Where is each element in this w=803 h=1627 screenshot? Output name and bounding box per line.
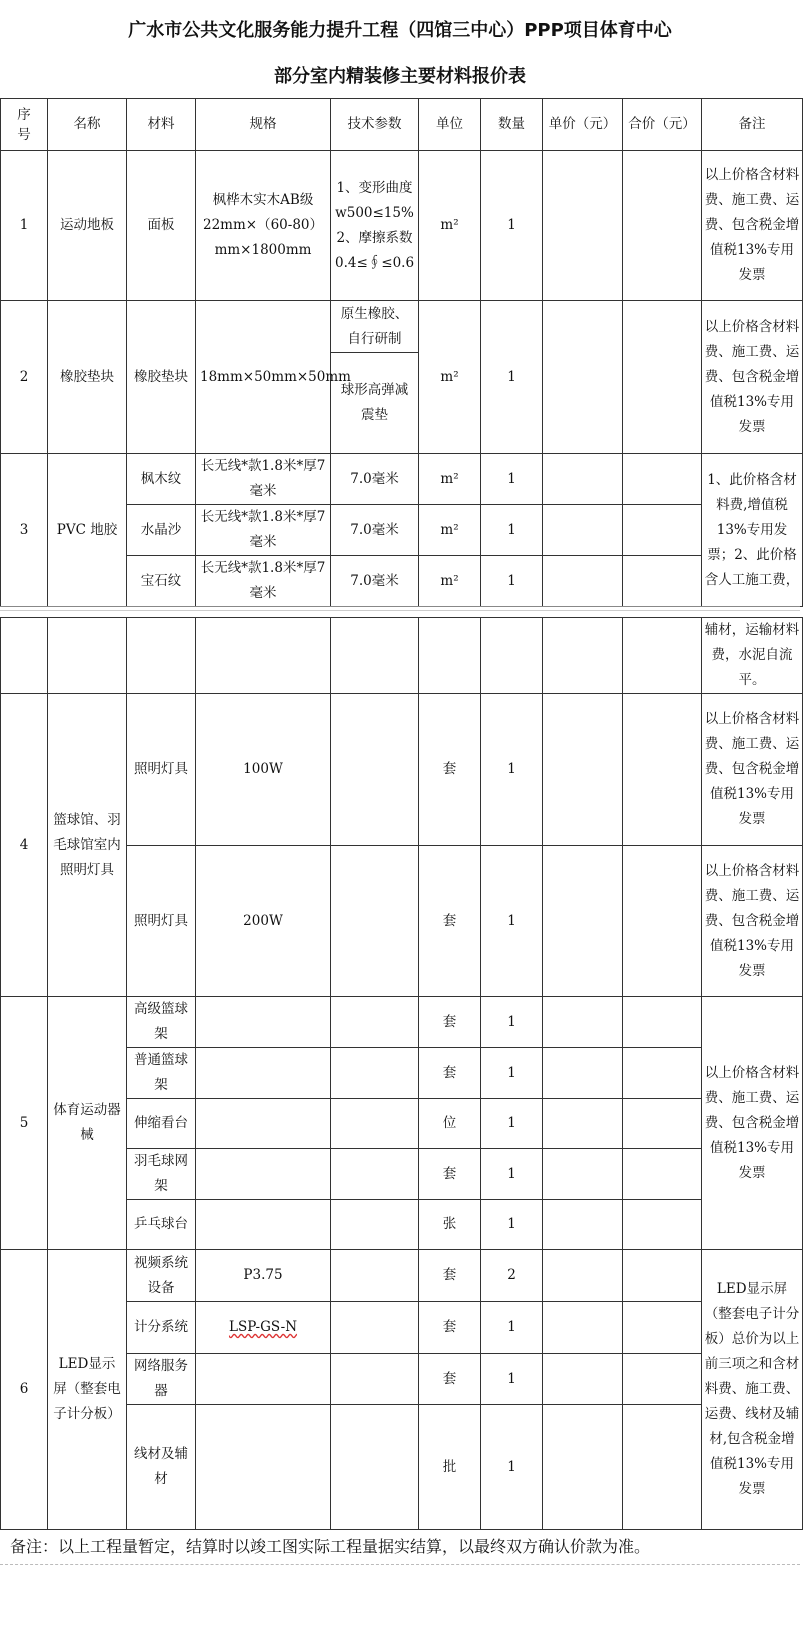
- cell-no: 1: [1, 151, 48, 301]
- cell-tech: [331, 1149, 419, 1200]
- cell-unit-price: [543, 301, 623, 454]
- header-no: 序号: [1, 99, 48, 151]
- cell-tech: 7.0毫米: [331, 454, 419, 505]
- cell-qty: 1: [481, 1149, 543, 1200]
- header-note: 备注: [702, 99, 803, 151]
- cell-qty: 2: [481, 1250, 543, 1302]
- cell-qty: 1: [481, 454, 543, 505]
- cell-tech: [331, 1048, 419, 1099]
- cell-note: 以上价格含材料费、施工费、运费、包含税金增值税13%专用发票: [702, 694, 803, 846]
- cell-unit: 位: [419, 1099, 481, 1149]
- header-material: 材料: [127, 99, 196, 151]
- cell-qty: 1: [481, 505, 543, 556]
- cell-total-price: [623, 1354, 702, 1405]
- table-row-continued: [1, 618, 803, 694]
- cell-tech: 原生橡胶、自行研制: [331, 301, 419, 353]
- cell-unit-price: [543, 151, 623, 301]
- cell-material: 枫木纹: [127, 454, 196, 505]
- header-unit-price: 单价（元）: [543, 99, 623, 151]
- cell-material: 面板: [127, 151, 196, 301]
- table-row: [1, 301, 803, 353]
- cell-name: 体育运动器械: [48, 997, 127, 1250]
- cell-unit-price: [543, 1405, 623, 1530]
- document-title: 广水市公共文化服务能力提升工程（四馆三中心）PPP项目体育中心: [128, 20, 672, 41]
- cell-empty: [543, 618, 623, 694]
- cell-unit: 张: [419, 1200, 481, 1250]
- cell-tech: [331, 1302, 419, 1354]
- cell-total-price: [623, 505, 702, 556]
- quote-table-part2: [0, 617, 803, 1530]
- cell-spec: [196, 997, 331, 1048]
- spec-text-spellcheck: LSP-GS-N: [228, 1319, 298, 1335]
- cell-spec: [196, 1149, 331, 1200]
- cell-total-price: [623, 151, 702, 301]
- cell-note: LED显示屏（整套电子计分板）总价为以上前三项之和含材料费、施工费、运费、线材及辅材,包含税金增值税13%专用发票: [702, 1250, 803, 1530]
- cell-total-price: [623, 1302, 702, 1354]
- cell-qty: 1: [481, 151, 543, 301]
- cell-empty: [1, 618, 48, 694]
- cell-tech: [331, 846, 419, 997]
- cell-spec: [196, 1302, 331, 1354]
- header-tech: 技术参数: [331, 99, 419, 151]
- table-row: [1, 454, 803, 505]
- cell-spec: P3.75: [196, 1250, 331, 1302]
- cell-empty: [127, 618, 196, 694]
- cell-spec: 长无线*款1.8米*厚7毫米: [196, 505, 331, 556]
- cell-spec: [196, 1354, 331, 1405]
- cell-qty: 1: [481, 694, 543, 846]
- cell-total-price: [623, 454, 702, 505]
- cell-material: 乒乓球台: [127, 1200, 196, 1250]
- cell-material: 水晶沙: [127, 505, 196, 556]
- header-total-price: 合价（元）: [623, 99, 702, 151]
- cell-unit-price: [543, 505, 623, 556]
- cell-name: 运动地板: [48, 151, 127, 301]
- cell-material: 橡胶垫块: [127, 301, 196, 454]
- cell-unit: m²: [419, 556, 481, 607]
- cell-tech: [331, 1405, 419, 1530]
- cell-qty: 1: [481, 846, 543, 997]
- cell-spec: [196, 1099, 331, 1149]
- cell-note: 以上价格含材料费、施工费、运费、包含税金增值税13%专用发票: [702, 301, 803, 454]
- cell-unit-price: [543, 846, 623, 997]
- header-unit: 单位: [419, 99, 481, 151]
- cell-spec: 长无线*款1.8米*厚7毫米: [196, 454, 331, 505]
- cell-qty: 1: [481, 997, 543, 1048]
- cell-qty: 1: [481, 1099, 543, 1149]
- cell-empty: [481, 618, 543, 694]
- cell-spec: 枫桦木实木AB级22mm×（60-80）mm×1800mm: [196, 151, 331, 301]
- cell-total-price: [623, 556, 702, 607]
- header-spec: 规格: [196, 99, 331, 151]
- cell-unit-price: [543, 556, 623, 607]
- cell-unit-price: [543, 1149, 623, 1200]
- cell-total-price: [623, 1149, 702, 1200]
- cell-tech: [331, 1354, 419, 1405]
- cell-empty: [331, 618, 419, 694]
- cell-no: 2: [1, 301, 48, 454]
- cell-spec: 长无线*款1.8米*厚7毫米: [196, 556, 331, 607]
- cell-unit-price: [543, 454, 623, 505]
- cell-material: 高级篮球架: [127, 997, 196, 1048]
- cell-spec: [196, 1405, 331, 1530]
- cell-unit-price: [543, 694, 623, 846]
- cell-tech: [331, 1200, 419, 1250]
- cell-tech: 7.0毫米: [331, 556, 419, 607]
- cell-material: 宝石纹: [127, 556, 196, 607]
- cell-material: 计分系统: [127, 1302, 196, 1354]
- cell-unit: 套: [419, 997, 481, 1048]
- cell-note: 以上价格含材料费、施工费、运费、包含税金增值税13%专用发票: [702, 997, 803, 1250]
- table-row: [1, 694, 803, 846]
- cell-tech: 1、变形曲度w500≤15% 2、摩擦系数0.4≤∮≤0.6: [331, 151, 419, 301]
- cell-unit: 套: [419, 1354, 481, 1405]
- cell-spec: [196, 1048, 331, 1099]
- cell-unit-price: [543, 1354, 623, 1405]
- cell-total-price: [623, 1200, 702, 1250]
- cell-material: 网络服务器: [127, 1354, 196, 1405]
- cell-qty: 1: [481, 1354, 543, 1405]
- cell-empty: [196, 618, 331, 694]
- cell-material: 照明灯具: [127, 846, 196, 997]
- header-qty: 数量: [481, 99, 543, 151]
- cell-total-price: [623, 1099, 702, 1149]
- cell-unit-price: [543, 1302, 623, 1354]
- cell-unit: 套: [419, 1048, 481, 1099]
- cell-unit: 套: [419, 1302, 481, 1354]
- cell-no: 5: [1, 997, 48, 1250]
- cell-qty: 1: [481, 1048, 543, 1099]
- cell-unit: 套: [419, 1149, 481, 1200]
- cell-unit-price: [543, 1200, 623, 1250]
- cell-unit-price: [543, 1099, 623, 1149]
- cell-material: 伸缩看台: [127, 1099, 196, 1149]
- cell-unit: 批: [419, 1405, 481, 1530]
- cell-material: 线材及辅材: [127, 1405, 196, 1530]
- table-row: [1, 151, 803, 301]
- cell-qty: 1: [481, 556, 543, 607]
- cell-name: 篮球馆、羽毛球馆室内照明灯具: [48, 694, 127, 997]
- header-row: [1, 99, 803, 151]
- cell-unit: 套: [419, 1250, 481, 1302]
- cell-unit: m²: [419, 151, 481, 301]
- cell-material: 普通篮球架: [127, 1048, 196, 1099]
- cell-name: 橡胶垫块: [48, 301, 127, 454]
- cell-total-price: [623, 1048, 702, 1099]
- cell-spec: 100W: [196, 694, 331, 846]
- cell-qty: 1: [481, 1200, 543, 1250]
- cell-empty: [419, 618, 481, 694]
- cell-material: 羽毛球网架: [127, 1149, 196, 1200]
- cell-qty: 1: [481, 1405, 543, 1530]
- cell-total-price: [623, 1250, 702, 1302]
- cell-tech: 球形高弹减震垫: [331, 353, 419, 454]
- cell-note: 以上价格含材料费、施工费、运费、包含税金增值税13%专用发票: [702, 151, 803, 301]
- cell-total-price: [623, 301, 702, 454]
- cell-note: 辅材，运输材料费，水泥自流平。: [702, 618, 803, 694]
- cell-unit: m²: [419, 301, 481, 454]
- header-name: 名称: [48, 99, 127, 151]
- cell-total-price: [623, 846, 702, 997]
- cell-spec: [196, 1200, 331, 1250]
- cell-spec: 18mm×50mm×50mm: [196, 301, 331, 454]
- cell-qty: 1: [481, 1302, 543, 1354]
- cell-qty: 1: [481, 301, 543, 454]
- footer-note: 备注：以上工程量暂定，结算时以竣工图实际工程量据实结算，以最终双方确认价款为准。: [0, 1529, 800, 1565]
- cell-tech: 7.0毫米: [331, 505, 419, 556]
- cell-total-price: [623, 997, 702, 1048]
- cell-no: 6: [1, 1250, 48, 1530]
- cell-unit-price: [543, 997, 623, 1048]
- cell-note: 以上价格含材料费、施工费、运费、包含税金增值税13%专用发票: [702, 846, 803, 997]
- cell-unit: 套: [419, 846, 481, 997]
- table-row: [1, 1250, 803, 1302]
- cell-tech: [331, 1250, 419, 1302]
- quote-table-part1: [0, 98, 803, 607]
- cell-total-price: [623, 694, 702, 846]
- cell-empty: [48, 618, 127, 694]
- cell-unit: m²: [419, 454, 481, 505]
- cell-name: PVC 地胶: [48, 454, 127, 607]
- cell-no: 3: [1, 454, 48, 607]
- cell-tech: [331, 1099, 419, 1149]
- cell-tech: [331, 694, 419, 846]
- document-subtitle: 部分室内精装修主要材料报价表: [274, 66, 526, 87]
- cell-name: LED显示屏（整套电子计分板）: [48, 1250, 127, 1530]
- cell-unit: m²: [419, 505, 481, 556]
- table-row: [1, 997, 803, 1048]
- cell-no: 4: [1, 694, 48, 997]
- cell-empty: [623, 618, 702, 694]
- cell-material: 照明灯具: [127, 694, 196, 846]
- cell-unit-price: [543, 1048, 623, 1099]
- cell-tech: [331, 997, 419, 1048]
- cell-material: 视频系统设备: [127, 1250, 196, 1302]
- cell-spec: 200W: [196, 846, 331, 997]
- cell-unit-price: [543, 1250, 623, 1302]
- cell-note: 1、此价格含材料费,增值税13%专用发票；2、此价格含人工施工费，: [702, 454, 803, 607]
- cell-total-price: [623, 1405, 702, 1530]
- cell-unit: 套: [419, 694, 481, 846]
